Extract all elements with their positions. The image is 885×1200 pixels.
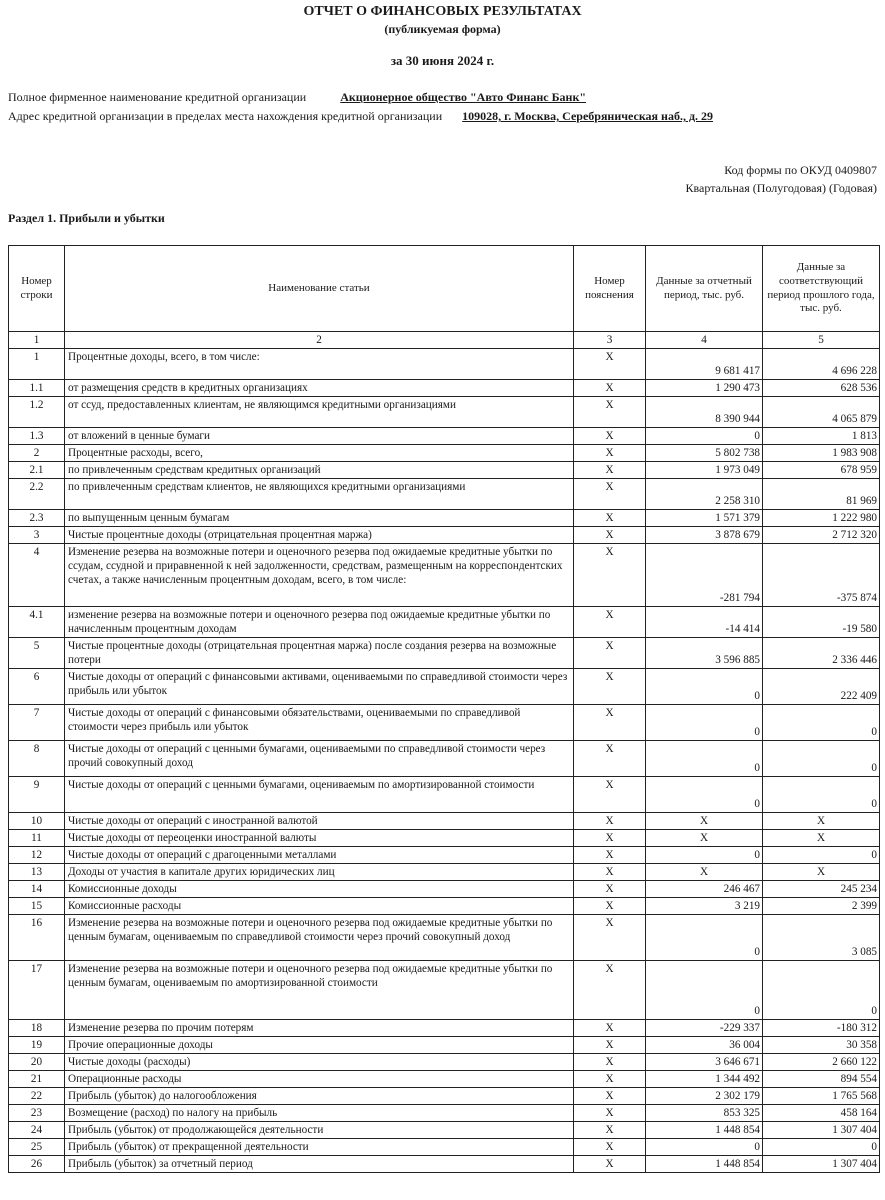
table-row	[9, 607, 880, 638]
row-note: X	[574, 638, 646, 669]
row-current-value: 1 344 492	[646, 1071, 763, 1088]
row-previous-value: 2 399	[763, 898, 880, 915]
table-row	[9, 527, 880, 544]
row-current-value: -14 414	[646, 607, 763, 638]
row-name: от размещения средств в кредитных организациях	[65, 380, 574, 397]
row-note: X	[574, 741, 646, 777]
table-row	[9, 462, 880, 479]
row-current-value: 3 646 671	[646, 1054, 763, 1071]
col-header-current-period: Данные за отчетный период, тыс. руб.	[646, 246, 763, 332]
row-current-value: 1 448 854	[646, 1122, 763, 1139]
row-name: Прибыль (убыток) от прекращенной деятельности	[65, 1139, 574, 1156]
row-name: Изменение резерва по прочим потерям	[65, 1020, 574, 1037]
row-name: Чистые доходы (расходы)	[65, 1054, 574, 1071]
row-name: Доходы от участия в капитале других юридических лиц	[65, 864, 574, 881]
table-row	[9, 1054, 880, 1071]
row-note: X	[574, 777, 646, 813]
row-number: 11	[9, 830, 65, 847]
report-title: ОТЧЕТ О ФИНАНСОВЫХ РЕЗУЛЬТАТАХ	[303, 4, 582, 19]
row-number: 17	[9, 961, 65, 1020]
row-current-value: 9 681 417	[646, 349, 763, 380]
row-note: X	[574, 428, 646, 445]
row-number: 4	[9, 544, 65, 607]
row-previous-value: -180 312	[763, 1020, 880, 1037]
row-previous-value: -19 580	[763, 607, 880, 638]
row-number: 20	[9, 1054, 65, 1071]
row-previous-value: 678 959	[763, 462, 880, 479]
row-note: X	[574, 1105, 646, 1122]
row-previous-value: 628 536	[763, 380, 880, 397]
row-previous-value: 1 307 404	[763, 1156, 880, 1173]
table-body	[9, 349, 880, 1173]
row-previous-value: 30 358	[763, 1037, 880, 1054]
row-current-value: 0	[646, 705, 763, 741]
row-number: 4.1	[9, 607, 65, 638]
col-header-note: Номер пояснения	[574, 246, 646, 332]
row-previous-value: X	[763, 864, 880, 881]
row-number: 1.3	[9, 428, 65, 445]
table-row	[9, 898, 880, 915]
row-number: 1.2	[9, 397, 65, 428]
row-name: от ссуд, предоставленных клиентам, не являющимся кредитными организациями	[65, 397, 574, 428]
row-previous-value: 458 164	[763, 1105, 880, 1122]
row-name: Чистые доходы от операций с ценными бумагами, оцениваемыми по справедливой стоимости через прочий совокупный доход	[65, 741, 574, 777]
row-name: Изменение резерва на возможные потери и оценочного резерва под ожидаемые кредитные убытки по ценным бумагам, оцениваемым по амортизированной стоимости	[65, 961, 574, 1020]
row-name: Прочие операционные доходы	[65, 1037, 574, 1054]
row-name: по привлеченным средствам клиентов, не являющихся кредитными организациями	[65, 479, 574, 510]
table-row	[9, 544, 880, 607]
table-row	[9, 777, 880, 813]
row-previous-value: 4 696 228	[763, 349, 880, 380]
table-row	[9, 1088, 880, 1105]
row-name: Прибыль (убыток) от продолжающейся деятельности	[65, 1122, 574, 1139]
periodicity: Квартальная (Полугодовая) (Годовая)	[685, 181, 877, 195]
table-row	[9, 510, 880, 527]
table-row	[9, 961, 880, 1020]
row-name: Возмещение (расход) по налогу на прибыль	[65, 1105, 574, 1122]
row-current-value: 0	[646, 1139, 763, 1156]
row-note: X	[574, 380, 646, 397]
table-row	[9, 479, 880, 510]
row-number: 22	[9, 1088, 65, 1105]
table-row	[9, 864, 880, 881]
row-note: X	[574, 898, 646, 915]
row-current-value: 2 302 179	[646, 1088, 763, 1105]
row-number: 2.2	[9, 479, 65, 510]
table-row	[9, 349, 880, 380]
row-number: 25	[9, 1139, 65, 1156]
row-note: X	[574, 479, 646, 510]
row-note: X	[574, 1037, 646, 1054]
row-note: X	[574, 462, 646, 479]
org-address-value: 109028, г. Москва, Серебряническая наб., д. 29	[462, 109, 714, 123]
row-current-value: 1 571 379	[646, 510, 763, 527]
table-row	[9, 445, 880, 462]
row-number: 2.3	[9, 510, 65, 527]
row-number: 24	[9, 1122, 65, 1139]
row-note: X	[574, 847, 646, 864]
row-previous-value: 222 409	[763, 669, 880, 705]
table-row	[9, 380, 880, 397]
row-name: Прибыль (убыток) за отчетный период	[65, 1156, 574, 1173]
table-row	[9, 830, 880, 847]
row-number: 14	[9, 881, 65, 898]
row-previous-value: 245 234	[763, 881, 880, 898]
row-note: X	[574, 864, 646, 881]
row-name: Чистые доходы от операций с драгоценными металлами	[65, 847, 574, 864]
row-note: X	[574, 1139, 646, 1156]
row-note: X	[574, 607, 646, 638]
row-previous-value: 0	[763, 1139, 880, 1156]
table-row	[9, 881, 880, 898]
okud-code: Код формы по ОКУД 0409807	[724, 163, 877, 177]
row-name: по выпущенным ценным бумагам	[65, 510, 574, 527]
row-current-value: 1 448 854	[646, 1156, 763, 1173]
row-number: 26	[9, 1156, 65, 1173]
table-row	[9, 741, 880, 777]
row-previous-value: X	[763, 813, 880, 830]
row-current-value: 246 467	[646, 881, 763, 898]
table-row	[9, 428, 880, 445]
row-number: 9	[9, 777, 65, 813]
report-date: за 30 июня 2024 г.	[390, 53, 495, 68]
row-number: 19	[9, 1037, 65, 1054]
row-current-value: -229 337	[646, 1020, 763, 1037]
row-name: Чистые доходы от операций с иностранной валютой	[65, 813, 574, 830]
table-row	[9, 813, 880, 830]
row-number: 3	[9, 527, 65, 544]
row-name: Процентные доходы, всего, в том числе:	[65, 349, 574, 380]
table-row	[9, 1139, 880, 1156]
row-current-value: 3 596 885	[646, 638, 763, 669]
row-note: X	[574, 813, 646, 830]
row-note: X	[574, 961, 646, 1020]
row-previous-value: 1 222 980	[763, 510, 880, 527]
row-current-value: 0	[646, 669, 763, 705]
table-row	[9, 1020, 880, 1037]
row-previous-value: 1 813	[763, 428, 880, 445]
row-number: 7	[9, 705, 65, 741]
row-previous-value: 81 969	[763, 479, 880, 510]
row-current-value: X	[646, 864, 763, 881]
row-name: по привлеченным средствам кредитных организаций	[65, 462, 574, 479]
row-number: 2.1	[9, 462, 65, 479]
row-note: X	[574, 1020, 646, 1037]
row-previous-value: 3 085	[763, 915, 880, 961]
row-note: X	[574, 1054, 646, 1071]
row-name: Изменение резерва на возможные потери и оценочного резерва под ожидаемые кредитные убытки по ссудам, ссудной и приравненной к ней задолженности, средствам, размещенным на корреспондентских счетах, а также начисленным процентным доходам, всего, в том числе:	[65, 544, 574, 607]
row-previous-value: 1 307 404	[763, 1122, 880, 1139]
row-current-value: 0	[646, 741, 763, 777]
row-number: 1	[9, 349, 65, 380]
row-number: 23	[9, 1105, 65, 1122]
row-previous-value: X	[763, 830, 880, 847]
col-index: 4	[646, 332, 763, 349]
row-previous-value: 2 712 320	[763, 527, 880, 544]
row-current-value: 0	[646, 777, 763, 813]
col-index: 5	[763, 332, 880, 349]
row-previous-value: 2 660 122	[763, 1054, 880, 1071]
table-row	[9, 847, 880, 864]
table-row	[9, 1071, 880, 1088]
row-number: 2	[9, 445, 65, 462]
row-number: 21	[9, 1071, 65, 1088]
row-previous-value: 1 765 568	[763, 1088, 880, 1105]
row-number: 5	[9, 638, 65, 669]
row-name: изменение резерва на возможные потери и оценочного резерва под ожидаемые кредитные убытки по начисленным процентным доходам	[65, 607, 574, 638]
row-current-value: 0	[646, 847, 763, 864]
row-note: X	[574, 881, 646, 898]
row-note: X	[574, 830, 646, 847]
org-name-label: Полное фирменное наименование кредитной организации	[8, 90, 307, 104]
row-current-value: 853 325	[646, 1105, 763, 1122]
table-row	[9, 705, 880, 741]
row-note: X	[574, 669, 646, 705]
section-title: Раздел 1. Прибыли и убытки	[8, 211, 165, 225]
col-index: 2	[65, 332, 574, 349]
row-note: X	[574, 544, 646, 607]
row-name: Чистые доходы от операций с ценными бумагами, оцениваемым по амортизированной стоимости	[65, 777, 574, 813]
org-address-label: Адрес кредитной организации в пределах места нахождения кредитной организации	[8, 109, 443, 123]
table-row	[9, 1105, 880, 1122]
row-note: X	[574, 1156, 646, 1173]
row-previous-value: 2 336 446	[763, 638, 880, 669]
row-previous-value: -375 874	[763, 544, 880, 607]
row-previous-value: 0	[763, 847, 880, 864]
row-note: X	[574, 1122, 646, 1139]
table-row	[9, 1156, 880, 1173]
row-current-value: 36 004	[646, 1037, 763, 1054]
row-current-value: X	[646, 813, 763, 830]
table-row	[9, 1122, 880, 1139]
org-name-value: Акционерное общество "Авто Финанс Банк"	[340, 90, 587, 104]
table-row	[9, 915, 880, 961]
row-number: 6	[9, 669, 65, 705]
row-note: X	[574, 397, 646, 428]
org-name-line	[8, 90, 586, 105]
row-note: X	[574, 1088, 646, 1105]
row-number: 15	[9, 898, 65, 915]
row-note: X	[574, 705, 646, 741]
row-current-value: 0	[646, 915, 763, 961]
col-header-row-number: Номер строки	[9, 246, 65, 332]
row-note: X	[574, 510, 646, 527]
row-current-value: 1 290 473	[646, 380, 763, 397]
table-row	[9, 669, 880, 705]
table-header-row	[9, 246, 880, 332]
row-current-value: 0	[646, 428, 763, 445]
row-previous-value: 4 065 879	[763, 397, 880, 428]
row-number: 12	[9, 847, 65, 864]
row-previous-value: 1 983 908	[763, 445, 880, 462]
row-previous-value: 0	[763, 705, 880, 741]
row-current-value: 0	[646, 961, 763, 1020]
col-header-previous-period: Данные за соответствующий период прошлого года, тыс. руб.	[763, 246, 880, 332]
row-name: Процентные расходы, всего,	[65, 445, 574, 462]
row-number: 16	[9, 915, 65, 961]
column-index-row	[9, 332, 880, 349]
row-current-value: 3 878 679	[646, 527, 763, 544]
row-current-value: 3 219	[646, 898, 763, 915]
row-number: 8	[9, 741, 65, 777]
row-number: 1.1	[9, 380, 65, 397]
row-number: 13	[9, 864, 65, 881]
row-number: 18	[9, 1020, 65, 1037]
row-current-value: 2 258 310	[646, 479, 763, 510]
row-name: Чистые доходы от переоценки иностранной валюты	[65, 830, 574, 847]
col-index: 3	[574, 332, 646, 349]
report-subtitle: (публикуемая форма)	[384, 22, 501, 36]
row-current-value: 1 973 049	[646, 462, 763, 479]
row-previous-value: 0	[763, 777, 880, 813]
row-note: X	[574, 445, 646, 462]
row-name: Чистые доходы от операций с финансовыми активами, оцениваемыми по справедливой стоимости через прибыль или убыток	[65, 669, 574, 705]
row-name: Прибыль (убыток) до налогообложения	[65, 1088, 574, 1105]
row-name: Комиссионные доходы	[65, 881, 574, 898]
row-previous-value: 0	[763, 741, 880, 777]
row-previous-value: 0	[763, 961, 880, 1020]
row-name: Операционные расходы	[65, 1071, 574, 1088]
row-note: X	[574, 1071, 646, 1088]
row-name: от вложений в ценные бумаги	[65, 428, 574, 445]
col-header-item-name: Наименование статьи	[65, 246, 574, 332]
row-name: Чистые процентные доходы (отрицательная процентная маржа)	[65, 527, 574, 544]
org-address-line	[8, 109, 713, 124]
row-name: Чистые процентные доходы (отрицательная процентная маржа) после создания резерва на возможные потери	[65, 638, 574, 669]
row-current-value: 5 802 738	[646, 445, 763, 462]
row-number: 10	[9, 813, 65, 830]
row-name: Комиссионные расходы	[65, 898, 574, 915]
col-index: 1	[9, 332, 65, 349]
pnl-table	[8, 245, 880, 1173]
row-current-value: X	[646, 830, 763, 847]
row-note: X	[574, 915, 646, 961]
table-row	[9, 397, 880, 428]
row-current-value: -281 794	[646, 544, 763, 607]
row-note: X	[574, 527, 646, 544]
table-row	[9, 638, 880, 669]
table-row	[9, 1037, 880, 1054]
row-previous-value: 894 554	[763, 1071, 880, 1088]
row-note: X	[574, 349, 646, 380]
row-name: Изменение резерва на возможные потери и оценочного резерва под ожидаемые кредитные убытки по ценным бумагам, оцениваемым по справедливой стоимости через прочий совокупный доход	[65, 915, 574, 961]
row-name: Чистые доходы от операций с финансовыми обязательствами, оцениваемыми по справедливой стоимости через прибыль или убыток	[65, 705, 574, 741]
row-current-value: 8 390 944	[646, 397, 763, 428]
